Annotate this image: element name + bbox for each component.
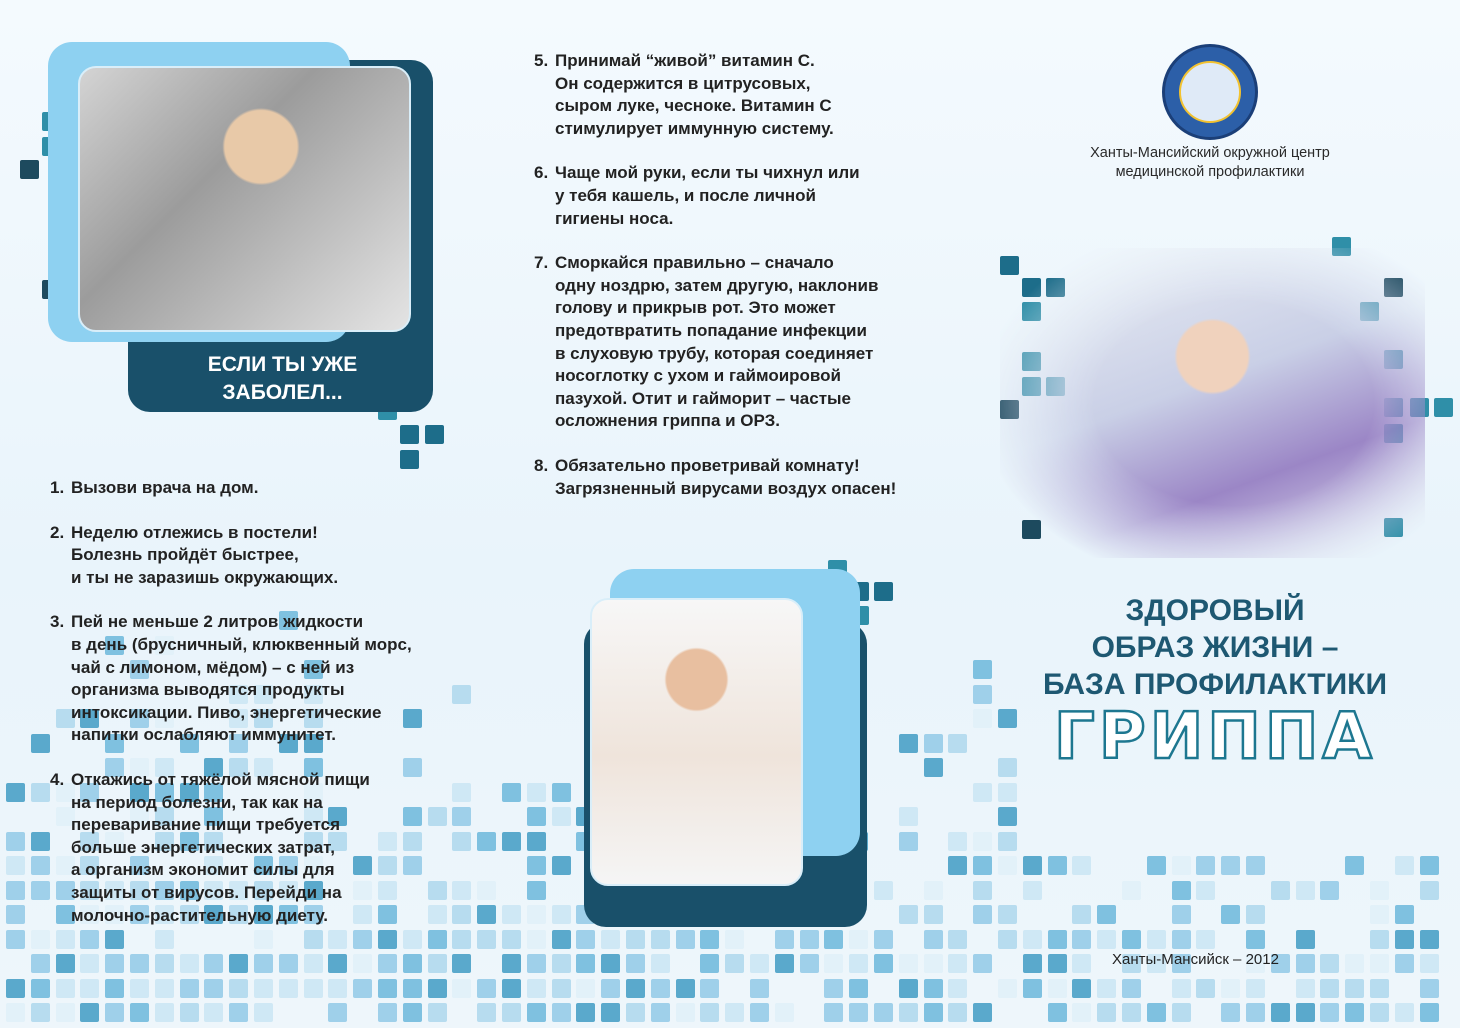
mosaic-square	[1196, 930, 1215, 949]
mosaic-square	[576, 1003, 595, 1022]
mosaic-square	[626, 930, 645, 949]
mosaic-square	[973, 685, 992, 704]
mosaic-square	[576, 930, 595, 949]
mosaic-square	[31, 954, 50, 973]
mosaic-square	[1395, 905, 1414, 924]
item-number: 6.	[534, 163, 549, 183]
mosaic-square	[1420, 856, 1439, 875]
mosaic-square	[874, 582, 893, 601]
mosaic-square	[527, 954, 546, 973]
mosaic-square	[948, 930, 967, 949]
item-text: Вызови врача на дом.	[71, 478, 259, 497]
mosaic-square	[1072, 954, 1091, 973]
mosaic-square	[229, 979, 248, 998]
mosaic-square	[1097, 1003, 1116, 1022]
mosaic-square	[477, 979, 496, 998]
mosaic-square	[998, 832, 1017, 851]
mosaic-square	[998, 783, 1017, 802]
mosaic-square	[1172, 979, 1191, 998]
mosaic-square	[425, 425, 444, 444]
mosaic-square	[400, 450, 419, 469]
mosaic-square	[973, 709, 992, 728]
mosaic-square	[948, 979, 967, 998]
mosaic-square	[1196, 979, 1215, 998]
mosaic-square	[750, 1003, 769, 1022]
mosaic-square	[502, 905, 521, 924]
mosaic-square	[328, 954, 347, 973]
mosaic-square	[304, 979, 323, 998]
mosaic-square	[428, 954, 447, 973]
mosaic-square	[6, 881, 25, 900]
item-text: Откажись от тяжёлой мясной пищи на период болезни, так как на переваривание пищи требуется больше энергетических затрат, а организм экономит силы для защиты от вирусов. Перейди на молочно-растительную диету.	[71, 769, 370, 925]
mosaic-square	[403, 1003, 422, 1022]
mosaic-square	[626, 1003, 645, 1022]
mosaic-square	[80, 954, 99, 973]
list-item	[50, 769, 470, 927]
mosaic-square	[973, 881, 992, 900]
mosaic-square	[56, 1003, 75, 1022]
mosaic-square	[1370, 1003, 1389, 1022]
mosaic-square	[775, 954, 794, 973]
mosaic-square	[1172, 905, 1191, 924]
mosaic-square	[874, 881, 893, 900]
mosaic-square	[1320, 979, 1339, 998]
mosaic-square	[1172, 856, 1191, 875]
mosaic-square	[204, 1003, 223, 1022]
item-text: Сморкайся правильно – сначало одну ноздрю, затем другую, наклонив голову и прикрыв рот. Это может предотвратить попадание инфекции в слуховую трубу, которая соединяет носоглотку с ухом и гаймоировой пазухой. Отит и гайморит – частые осложнения гриппа и ОРЗ.	[555, 253, 879, 431]
mosaic-square	[1172, 1003, 1191, 1022]
mosaic-square	[948, 954, 967, 973]
mosaic-square	[1072, 1003, 1091, 1022]
mosaic-square	[1072, 856, 1091, 875]
mosaic-square	[6, 1003, 25, 1022]
mosaic-square	[1370, 954, 1389, 973]
mosaic-square	[651, 954, 670, 973]
mosaic-square	[998, 979, 1017, 998]
mosaic-square	[576, 954, 595, 973]
mosaic-square	[552, 1003, 571, 1022]
mosaic-square	[229, 954, 248, 973]
mosaic-square	[973, 783, 992, 802]
advice-list-middle	[534, 50, 954, 522]
mosaic-square	[378, 1003, 397, 1022]
mosaic-square	[775, 930, 794, 949]
mosaic-square	[155, 979, 174, 998]
mosaic-square	[924, 734, 943, 753]
list-item	[534, 50, 954, 140]
advice-list-left	[50, 477, 470, 949]
mosaic-square	[31, 734, 50, 753]
mosaic-square	[874, 954, 893, 973]
mosaic-square	[1023, 954, 1042, 973]
item-number: 4.	[50, 769, 65, 789]
mosaic-square	[400, 425, 419, 444]
photo-woman-with-medicine	[78, 66, 411, 332]
mosaic-square	[31, 1003, 50, 1022]
mosaic-square	[1296, 954, 1315, 973]
mosaic-square	[1246, 1003, 1265, 1022]
mosaic-square	[1271, 881, 1290, 900]
item-number: 8.	[534, 455, 549, 475]
mosaic-square	[180, 979, 199, 998]
mosaic-square	[1420, 930, 1439, 949]
mosaic-square	[31, 783, 50, 802]
mosaic-square	[1370, 881, 1389, 900]
photo-sick-woman-in-blanket	[1000, 248, 1425, 558]
mosaic-square	[700, 979, 719, 998]
mosaic-square	[973, 660, 992, 679]
mosaic-square	[527, 856, 546, 875]
mosaic-square	[924, 1003, 943, 1022]
mosaic-square	[56, 979, 75, 998]
mosaic-square	[601, 930, 620, 949]
mosaic-square	[700, 930, 719, 949]
mosaic-square	[775, 1003, 794, 1022]
mosaic-square	[924, 881, 943, 900]
mosaic-square	[1221, 905, 1240, 924]
mosaic-square	[502, 930, 521, 949]
mosaic-square	[725, 1003, 744, 1022]
mosaic-square	[527, 1003, 546, 1022]
mosaic-square	[452, 979, 471, 998]
mosaic-square	[1395, 954, 1414, 973]
mosaic-square	[31, 856, 50, 875]
mosaic-square	[1271, 1003, 1290, 1022]
mosaic-square	[1320, 954, 1339, 973]
mosaic-square	[328, 1003, 347, 1022]
list-item	[534, 162, 954, 230]
mosaic-square	[899, 734, 918, 753]
mosaic-square	[1246, 905, 1265, 924]
mosaic-square	[1172, 930, 1191, 949]
mosaic-square	[1434, 398, 1453, 417]
mosaic-square	[229, 1003, 248, 1022]
mosaic-square	[1172, 881, 1191, 900]
mosaic-square	[1395, 1003, 1414, 1022]
mosaic-square	[31, 881, 50, 900]
mosaic-square	[849, 1003, 868, 1022]
mosaic-square	[204, 954, 223, 973]
list-item	[50, 477, 470, 500]
mosaic-square	[1072, 905, 1091, 924]
mosaic-square	[452, 954, 471, 973]
mosaic-square	[527, 832, 546, 851]
mosaic-square	[105, 979, 124, 998]
mosaic-square	[824, 979, 843, 998]
organization-name: Ханты-Мансийский окружной центр медицинской профилактики	[1090, 145, 1330, 180]
mosaic-square	[254, 1003, 273, 1022]
mosaic-square	[502, 832, 521, 851]
mosaic-square	[1072, 979, 1091, 998]
mosaic-square	[626, 979, 645, 998]
mosaic-square	[849, 979, 868, 998]
mosaic-square	[353, 979, 372, 998]
mosaic-square	[998, 930, 1017, 949]
mosaic-square	[824, 1003, 843, 1022]
footer-city-year: Ханты-Мансийск – 2012	[1112, 951, 1279, 968]
mosaic-square	[800, 954, 819, 973]
mosaic-square	[477, 905, 496, 924]
item-number: 5.	[534, 51, 549, 70]
headline-flu: ГРИППА	[1054, 700, 1376, 774]
item-text: Обязательно проветривай комнату! Загрязненный вирусами воздух опасен!	[555, 455, 897, 498]
mosaic-square	[973, 856, 992, 875]
mosaic-square	[1048, 954, 1067, 973]
mosaic-square	[1122, 979, 1141, 998]
mosaic-square	[899, 1003, 918, 1022]
mosaic-square	[601, 954, 620, 973]
mosaic-square	[676, 930, 695, 949]
mosaic-square	[502, 783, 521, 802]
mosaic-square	[254, 979, 273, 998]
mosaic-square	[1122, 1003, 1141, 1022]
mosaic-square	[105, 954, 124, 973]
mosaic-square	[1320, 1003, 1339, 1022]
mosaic-square	[328, 979, 347, 998]
mosaic-square	[824, 954, 843, 973]
mosaic-square	[1370, 905, 1389, 924]
mosaic-square	[676, 1003, 695, 1022]
mosaic-square	[6, 832, 25, 851]
mosaic-square	[502, 979, 521, 998]
mosaic-square	[1048, 856, 1067, 875]
mosaic-square	[1296, 1003, 1315, 1022]
item-text: Неделю отлежись в постели! Болезнь пройдёт быстрее, и ты не заразишь окружающих.	[71, 522, 339, 587]
mosaic-square	[874, 930, 893, 949]
item-number: 1.	[50, 478, 65, 497]
mosaic-square	[1147, 856, 1166, 875]
mosaic-square	[254, 954, 273, 973]
mosaic-square	[1345, 979, 1364, 998]
mosaic-square	[948, 856, 967, 875]
mosaic-square	[6, 930, 25, 949]
mosaic-square	[1420, 979, 1439, 998]
mosaic-square	[1048, 930, 1067, 949]
panel-title: ЕСЛИ ТЫ УЖЕ ЗАБОЛЕЛ...	[207, 353, 358, 404]
item-text: Принимай “живой” витамин С. Он содержится в цитрусовых, сыром луке, чесноке. Витамин С стимулирует иммунную систему.	[555, 51, 834, 138]
mosaic-square	[1221, 856, 1240, 875]
mosaic-square	[948, 1003, 967, 1022]
mosaic-square	[1296, 979, 1315, 998]
mosaic-square	[750, 954, 769, 973]
mosaic-square	[700, 1003, 719, 1022]
mosaic-square	[552, 856, 571, 875]
mosaic-square	[477, 881, 496, 900]
mosaic-square	[552, 979, 571, 998]
mosaic-square	[725, 954, 744, 973]
mosaic-square	[973, 954, 992, 973]
mosaic-square	[874, 1003, 893, 1022]
mosaic-square	[1147, 930, 1166, 949]
mosaic-square	[130, 1003, 149, 1022]
mosaic-square	[1221, 979, 1240, 998]
mosaic-square	[1296, 881, 1315, 900]
mosaic-square	[973, 905, 992, 924]
mosaic-square	[378, 979, 397, 998]
mosaic-square	[279, 979, 298, 998]
mosaic-square	[552, 930, 571, 949]
photo-woman-with-juice	[590, 598, 803, 886]
mosaic-square	[651, 979, 670, 998]
mosaic-square	[6, 979, 25, 998]
mosaic-square	[527, 807, 546, 826]
mosaic-square	[899, 905, 918, 924]
mosaic-square	[20, 160, 39, 179]
mosaic-square	[1345, 954, 1364, 973]
mosaic-square	[1122, 881, 1141, 900]
item-number: 7.	[534, 253, 549, 273]
mosaic-square	[601, 979, 620, 998]
mosaic-square	[31, 832, 50, 851]
mosaic-square	[527, 930, 546, 949]
mosaic-square	[6, 905, 25, 924]
mosaic-square	[1420, 881, 1439, 900]
mosaic-square	[626, 954, 645, 973]
mosaic-square	[1097, 905, 1116, 924]
mosaic-square	[1370, 930, 1389, 949]
mosaic-square	[800, 930, 819, 949]
mosaic-square	[502, 954, 521, 973]
mosaic-square	[924, 758, 943, 777]
mosaic-square	[304, 954, 323, 973]
list-item	[50, 522, 470, 590]
mosaic-square	[552, 905, 571, 924]
mosaic-square	[948, 832, 967, 851]
mosaic-square	[31, 979, 50, 998]
mosaic-square	[700, 954, 719, 973]
mosaic-square	[6, 856, 25, 875]
headline: ЗДОРОВЫЙ ОБРАЗ ЖИЗНИ – БАЗА ПРОФИЛАКТИКИ	[1042, 594, 1388, 701]
mosaic-square	[1420, 1003, 1439, 1022]
item-text: Пей не меньше 2 литров жидкости в день (брусничный, клюквенный морс, чай с лимоном, мёдом) – с ней из организма выводятся продукты интоксикации. Пиво, энергетические напитки ослабляют иммунитет.	[71, 612, 412, 745]
mosaic-square	[31, 930, 50, 949]
mosaic-square	[1345, 856, 1364, 875]
mosaic-square	[279, 954, 298, 973]
mosaic-square	[973, 832, 992, 851]
mosaic-square	[998, 856, 1017, 875]
mosaic-square	[552, 783, 571, 802]
mosaic-square	[1345, 1003, 1364, 1022]
mosaic-square	[527, 979, 546, 998]
mosaic-square	[428, 1003, 447, 1022]
mosaic-square	[1196, 881, 1215, 900]
mosaic-square	[1023, 979, 1042, 998]
mosaic-square	[527, 905, 546, 924]
mosaic-square	[725, 930, 744, 949]
item-number: 2.	[50, 522, 65, 542]
mosaic-square	[651, 1003, 670, 1022]
item-number: 3.	[50, 612, 65, 632]
mosaic-square	[403, 954, 422, 973]
mosaic-square	[180, 954, 199, 973]
mosaic-square	[899, 807, 918, 826]
mosaic-square	[80, 1003, 99, 1022]
mosaic-square	[1048, 979, 1067, 998]
mosaic-square	[601, 1003, 620, 1022]
mosaic-square	[924, 979, 943, 998]
mosaic-square	[1097, 930, 1116, 949]
mosaic-square	[1370, 979, 1389, 998]
mosaic-square	[403, 979, 422, 998]
mosaic-square	[1395, 856, 1414, 875]
mosaic-square	[973, 1003, 992, 1022]
mosaic-square	[155, 1003, 174, 1022]
mosaic-square	[378, 954, 397, 973]
mosaic-square	[527, 783, 546, 802]
mosaic-square	[576, 979, 595, 998]
mosaic-square	[998, 807, 1017, 826]
mosaic-square	[477, 1003, 496, 1022]
mosaic-square	[998, 905, 1017, 924]
mosaic-square	[924, 954, 943, 973]
mosaic-square	[1147, 1003, 1166, 1022]
mosaic-square	[1196, 856, 1215, 875]
mosaic-square	[824, 930, 843, 949]
mosaic-square	[80, 979, 99, 998]
mosaic-square	[1023, 856, 1042, 875]
mosaic-square	[477, 832, 496, 851]
mosaic-square	[477, 930, 496, 949]
mosaic-square	[849, 930, 868, 949]
mosaic-square	[1320, 881, 1339, 900]
mosaic-square	[155, 954, 174, 973]
mosaic-square	[899, 954, 918, 973]
mosaic-square	[552, 954, 571, 973]
mosaic-square	[552, 807, 571, 826]
org-emblem-icon	[1162, 44, 1258, 140]
mosaic-square	[130, 954, 149, 973]
mosaic-square	[651, 930, 670, 949]
mosaic-square	[750, 979, 769, 998]
mosaic-square	[924, 930, 943, 949]
mosaic-square	[948, 734, 967, 753]
mosaic-square	[849, 954, 868, 973]
mosaic-square	[1072, 930, 1091, 949]
mosaic-square	[502, 1003, 521, 1022]
mosaic-square	[1097, 979, 1116, 998]
mosaic-square	[899, 832, 918, 851]
mosaic-square	[1023, 881, 1042, 900]
mosaic-square	[899, 979, 918, 998]
mosaic-square	[105, 1003, 124, 1022]
mosaic-square	[1048, 1003, 1067, 1022]
mosaic-square	[1420, 954, 1439, 973]
list-item	[50, 611, 470, 747]
mosaic-square	[1296, 930, 1315, 949]
mosaic-square	[1246, 979, 1265, 998]
mosaic-square	[1023, 930, 1042, 949]
mosaic-square	[527, 881, 546, 900]
mosaic-square	[1395, 930, 1414, 949]
mosaic-square	[1221, 1003, 1240, 1022]
mosaic-square	[1122, 930, 1141, 949]
mosaic-square	[56, 954, 75, 973]
mosaic-square	[1246, 930, 1265, 949]
mosaic-square	[924, 905, 943, 924]
mosaic-square	[204, 979, 223, 998]
list-item	[534, 252, 954, 433]
mosaic-square	[676, 979, 695, 998]
list-item	[534, 455, 954, 500]
mosaic-square	[180, 1003, 199, 1022]
mosaic-square	[428, 979, 447, 998]
mosaic-square	[353, 954, 372, 973]
mosaic-square	[130, 979, 149, 998]
mosaic-square	[1246, 856, 1265, 875]
item-text: Чаще мой руки, если ты чихнул или у тебя кашель, и после личной гигиены носа.	[555, 163, 860, 228]
mosaic-square	[6, 783, 25, 802]
